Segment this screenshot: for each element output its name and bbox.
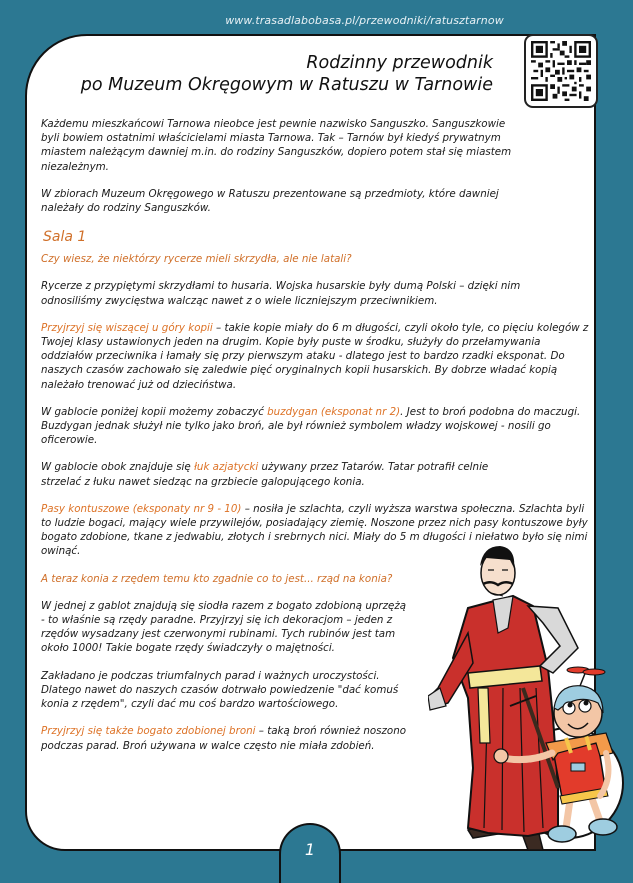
text-pasy: – nosiła je szlachta, czyli wyższa warstwa społeczna. Szlachta byli to ludzie bogaci, mający wiele przywilejów, posiadający ziemię. Noszone przez nich pasy kontuszowe były bogato zdobione, tkane z jedwabiu, złotych i srebrnych nici. Miały do 5 m długości i niełatwo było się nimi owinąć. bbox=[41, 502, 588, 558]
paragraph-buzdygan bbox=[41, 405, 589, 448]
intro-paragraph-2: W zbiorach Muzeum Okręgowego w Ratuszu prezentowane są przedmioty, które dawniej należały do rodziny Sanguszków. bbox=[41, 187, 499, 215]
paragraph-husaria: Rycerze z przypiętymi skrzydłami to husaria. Wojska husarskie były dumą Polski – dzięki nim odnosiliśmy zwycięstwa walcząc nawet z o wiele liczniejszym przeciwnikiem. bbox=[41, 280, 521, 307]
page-title bbox=[81, 52, 493, 96]
title-line-2: po Muzeum Okręgowym w Ratuszu w Tarnowie bbox=[80, 75, 493, 95]
paragraph-bron bbox=[41, 724, 411, 752]
intro-paragraph-1: Każdemu mieszkańcowi Tarnowa nieobce jest pewnie nazwisko Sanguszko. Sanguszkowie byli bowiem ostatnimi właścicielami miasta Tarnowa. Tak – Tarnów był kiedyś prywatnym miastem należącym dawniej m.in. do rodziny Sanguszków, dopiero potem stał się miastem niezależnym. bbox=[41, 118, 512, 173]
title-line-1: Rodzinny przewodnik bbox=[306, 53, 493, 73]
paragraph-kopia bbox=[41, 321, 589, 392]
text-luk: używany przez Tatarów. Tatar potrafił celnie strzelać z łuku nawet siedząc na grzbiecie galopującego konia. bbox=[41, 461, 489, 488]
qr-code-graphic bbox=[531, 41, 591, 101]
text-buzdygan: . Jest to broń podobna do maczugi. Buzdygan jednak służył nie tylko jako broń, ale był również symbolem władzy wojskowej - nosili go oficerowie. bbox=[41, 405, 581, 447]
highlight-bron: Przyjrzyj się także bogato zdobionej broni bbox=[41, 725, 256, 738]
highlight-luk: łuk azjatycki bbox=[193, 461, 259, 474]
paragraph-parady: Zakładano je podczas triumfalnych parad i ważnych uroczystości. Dlatego nawet do naszych czasów dotrwało powiedzenie "dać komuś konia z rzędem", czyli dać mu coś bardzo wartościowego. bbox=[41, 669, 399, 711]
paragraph-luk bbox=[41, 460, 511, 488]
highlight-buzdygan: buzdygan (eksponat nr 2) bbox=[267, 405, 401, 418]
text-buzdygan-pre: W gablocie poniżej kopii możemy zobaczyć bbox=[41, 405, 268, 418]
text-luk-pre: W gablocie obok znajduje się bbox=[41, 461, 194, 474]
website-url[interactable]: www.trasadlabobasa.pl/przewodniki/ratusztarnow bbox=[225, 14, 504, 27]
text-bron: – taką broń również noszono podczas parad. Broń używana w walce często nie miała zdobień. bbox=[41, 725, 407, 752]
section-heading: Sala 1 bbox=[43, 229, 87, 246]
text-kopia: – takie kopie miały do 6 m długości, czyli około tyle, co pięciu kolegów z Twojej klasy ustawionych jeden na drugim. Kopie były puste w środku, służyły do przełamywania oddziałów przeciwnika i łamały się przy pierwszym ataku - dlatego jest to bardzo rzadki eksponat. Do naszych czasów zachowało się zaledwie pięć oryginalnych kopii husarskich. By dobrze władać kopią należało trenować już od dzieciństwa. bbox=[41, 321, 589, 391]
paragraph-rzedy: W jednej z gablot znajdują się siodła razem z bogato zdobioną uprzężą - to właśnie są rzędy paradne. Przyjrzyj się ich dekoracjom – jeden z rzędów wysadzany jest czerwonymi rubinami. Tych rubinów jest tam około 1000! Takie bogate rzędy świadczyły o majętności. bbox=[41, 599, 407, 655]
highlight-pasy: Pasy kontuszowe (eksponaty nr 9 - 10) bbox=[41, 502, 242, 515]
illustration-nobleman-and-child bbox=[428, 538, 628, 850]
qr-code-icon[interactable] bbox=[524, 34, 598, 108]
page-number: 1 bbox=[304, 840, 316, 859]
question-rzad: A teraz konia z rzędem temu kto zgadnie co to jest... rząd na konia? bbox=[41, 572, 393, 585]
highlight-kopia: Przyjrzyj się wiszącej u góry kopii bbox=[41, 321, 213, 334]
nobleman-figure bbox=[428, 546, 578, 850]
question-wings: Czy wiesz, że niektórzy rycerze mieli skrzydła, ale nie latali? bbox=[41, 253, 352, 266]
